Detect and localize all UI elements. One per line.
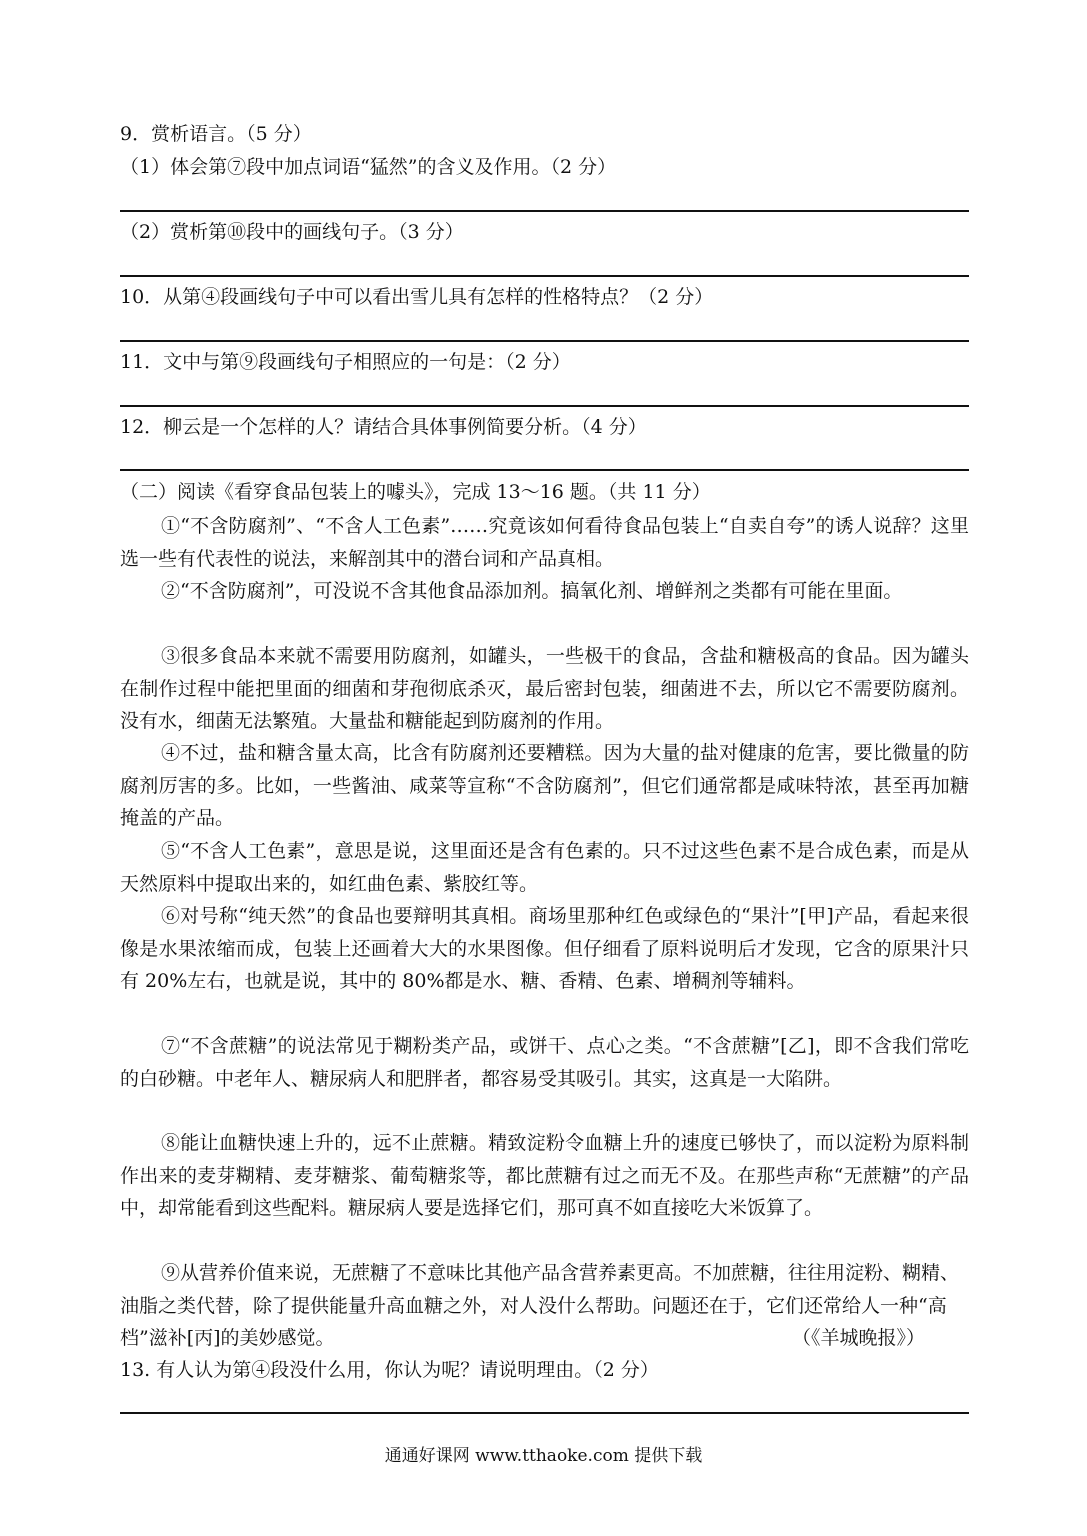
source-citation: （《羊城晚报》） bbox=[791, 1327, 925, 1350]
paragraph-5: ⑤“不含人工色素”，意思是说，这里面还是含有色素的。只不过这些色素不是合成色素，而是从天然原料中提取出来的，如红曲色素、紫胶红等。 bbox=[120, 840, 969, 895]
question-9-2: （2）赏析第⑩段中的画线句子。（3 分） bbox=[120, 221, 464, 243]
question-9: 9．赏析语言。（5 分） bbox=[120, 123, 312, 145]
question-13: 13. 有人认为第④段没什么用，你认为呢？请说明理由。（2 分） bbox=[120, 1359, 659, 1381]
paragraph-7: ⑦“不含蔗糖”的说法常见于糊粉类产品，或饼干、点心之类。“不含蔗糖”[乙]，即不含我们常吃的白砂糖。中老年人、糖尿病人和肥胖者，都容易受其吸引。其实，这真是一大陷阱。 bbox=[120, 1035, 969, 1090]
paragraph-9 bbox=[120, 1257, 969, 1355]
paragraph-6: ⑥对号称“纯天然”的食品也要辩明其真相。商场里那种红色或绿色的“果汁”[甲]产品，看起来很像是水果浓缩而成，包装上还画着大大的水果图像。但仔细看了原料说明后才发现，它含的原果汁只有 20%左右，也就是说，其中的 80%都是水、糖、香精、色素、增稠剂等辅料。 bbox=[120, 905, 969, 993]
paragraph-2: ②“不含防腐剂”，可没说不含其他食品添加剂。搞氧化剂、增鲜剂之类都有可能在里面。 bbox=[161, 580, 903, 602]
section-2-heading: （二）阅读《看穿食品包装上的噱头》，完成 13～16 题。（共 11 分） bbox=[120, 481, 711, 503]
answer-line-9-2 bbox=[120, 275, 969, 277]
question-11: 11．文中与第⑨段画线句子相照应的一句是：（2 分） bbox=[120, 351, 571, 373]
question-10: 10．从第④段画线句子中可以看出雪儿具有怎样的性格特点？（2 分） bbox=[120, 286, 714, 308]
paragraph-1: ①“不含防腐剂”、“不含人工色素”……究竟该如何看待食品包装上“自卖自夸”的诱人说辞？这里选一些有代表性的说法，来解剖其中的潜台词和产品真相。 bbox=[120, 515, 969, 570]
answer-line-13 bbox=[120, 1412, 969, 1414]
answer-line-11 bbox=[120, 405, 969, 407]
answer-line-12 bbox=[120, 469, 969, 471]
page-footer: 通通好课网 www.tthaoke.com 提供下载 bbox=[384, 1446, 703, 1466]
paragraph-4: ④不过，盐和糖含量太高，比含有防腐剂还要糟糕。因为大量的盐对健康的危害，要比微量的防腐剂厉害的多。比如，一些酱油、咸菜等宣称“不含防腐剂”，但它们通常都是咸味特浓，甚至再加糖掩盖的产品。 bbox=[120, 742, 969, 830]
paragraph-3: ③很多食品本来就不需要用防腐剂，如罐头，一些极干的食品，含盐和糖极高的食品。因为罐头在制作过程中能把里面的细菌和芽孢彻底杀灭，最后密封包装，细菌进不去，所以它不需要防腐剂。没有水，细菌无法繁殖。大量盐和糖能起到防腐剂的作用。 bbox=[120, 645, 969, 733]
question-9-1: （1）体会第⑦段中加点词语“猛然”的含义及作用。（2 分） bbox=[120, 156, 617, 178]
question-12: 12．柳云是一个怎样的人？请结合具体事例简要分析。（4 分） bbox=[120, 416, 647, 438]
paragraph-9-text: ⑨从营养价值来说，无蔗糖了不意味比其他产品含营养素更高。不加蔗糖，往往用淀粉、糊精、油脂之类代替，除了提供能量升高血糖之外，对人没什么帮助。问题还在于，它们还常给人一种“高档”滋补[丙]的美妙感觉。 bbox=[120, 1262, 960, 1350]
paragraph-8: ⑧能让血糖快速上升的，远不止蔗糖。精致淀粉令血糖上升的速度已够快了，而以淀粉为原料制作出来的麦芽糊精、麦芽糖浆、葡萄糖浆等，都比蔗糖有过之而无不及。在那些声称“无蔗糖”的产品中，却常能看到这些配料。糖尿病人要是选择它们，那可真不如直接吃大米饭算了。 bbox=[120, 1132, 969, 1220]
answer-line-9-1 bbox=[120, 210, 969, 212]
answer-line-10 bbox=[120, 340, 969, 342]
